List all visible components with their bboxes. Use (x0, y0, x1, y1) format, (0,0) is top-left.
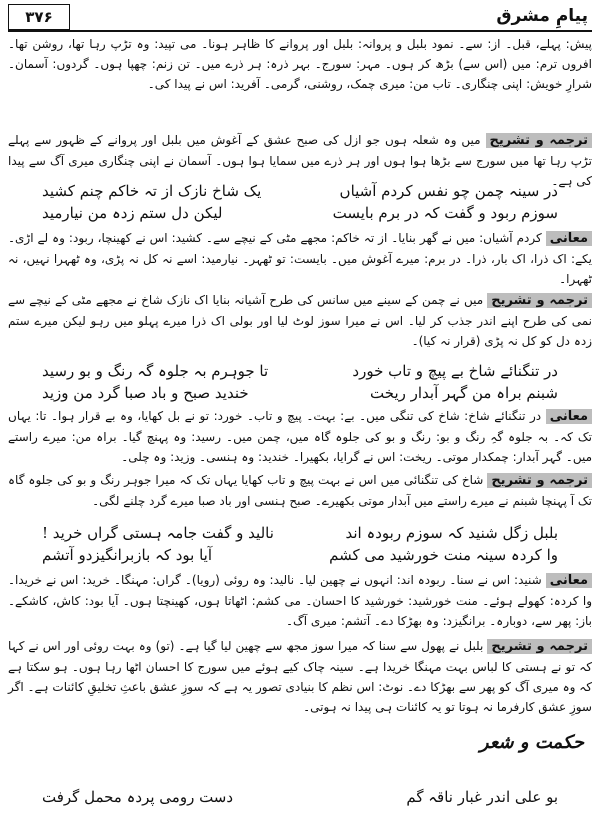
hemistich: بو علی اندر غبار ناقہ گم (406, 788, 558, 806)
glossary-block (8, 34, 592, 94)
running-title: پیامِ مشرق (496, 6, 588, 26)
page-number: ۳۷۶ (8, 4, 70, 30)
translation-text: شاخ کی تنگنائی میں اس نے بہت پیچ و تاب کھایا یہاں تک کہ میرا جوہر رنگ و بو کی جلوہ گاہ تک آ پہنچا شبنم نے میرے راستے میں آبدار موتی بکھیرے۔ صبح ہنسی اور باد صبا میرے گرد چلنے لگی۔ (8, 473, 592, 508)
meanings-block (8, 570, 592, 631)
hemistich: دست رومی پردہ محمل گرفت (42, 788, 234, 806)
verse-block (8, 360, 592, 404)
section-label: ترجمہ و تشریح (486, 133, 592, 148)
section-label: ترجمہ و تشریح (487, 639, 592, 654)
verse-block (8, 180, 592, 224)
final-verse (8, 786, 592, 808)
section-label: ترجمہ و تشریح (487, 473, 592, 488)
hemistich: لیکن دل ستم زدہ من نیارمید (42, 204, 223, 222)
meanings-text: کردم آشیاں: میں نے گھر بنایا۔ از تہ خاکم: مجھے مٹی کے نیچے سے۔ کشید: اس نے کھینچا، ربود: وہ لے اڑی۔ یکے: اک ذرا، اک بار، ذرا۔ در برم: میرے آغوش میں۔ بایست: تو ٹھہر۔ نیارمید: اسے نہ کل نہ پڑی، وہ ٹھہرا نہیں، نہ ٹھہرا۔ (8, 231, 592, 286)
glossary-text: پیش: پہلے، قبل۔ از: سے۔ نمود بلبل و پروانہ: بلبل اور پروانے کا ظاہر ہونا۔ می تپید: وہ تڑپ رہا تھا، روشن تھا۔ افروں ترم: میں (اس سے) بڑھ کر ہوں۔ مہر: سورج۔ بہر ذرہ: ہر ذرے میں۔ تن زنم: چھپا ہوں۔ گردوں: آسمان۔ شرارِ خویش: اپنی چنگاری۔ تاب من: میری چمک، روشنی، گرمی۔ آفرید: اس نے پیدا کی۔ (8, 37, 592, 91)
section-heading: حکمت و شعر (479, 732, 584, 753)
translation-text: بلبل نے پھول سے سنا کہ میرا سوز مجھ سے چھین لیا گیا ہے۔ (تو) وہ بہت روئی اور اس نے کہا کہ تو نے ہستی کا لباس بہت مہنگا خریدا ہے۔ سینہ چاک کیے ہوئے میں سورج کا احسان اٹھا رہا ہوں۔ ہو سکتا ہے کہ وہ میری آگ کو پھر سے بھڑکا دے۔ نوٹ: اس نظم کا بنیادی تصور یہ ہے کہ سوزِ عشق باعثِ تخلیقِ کائنات ہے۔ اگر سوزِ عشق کارفرما نہ ہوتا تو یہ کائنات ہی پیدا نہ ہوتی۔ (8, 639, 592, 714)
hemistich: شبنم براہ من گہر آبدار ریخت (370, 384, 558, 402)
meanings-text: شنید: اس نے سنا۔ ربودہ اند: انہوں نے چھین لیا۔ نالید: وہ روئی (رویا)۔ گراں: مہنگا۔ خرید: اس نے خریدا۔ وا کردہ: کھولے ہوئے۔ منت خورشید: خورشید کا احسان۔ می کشم: اٹھاتا ہوں، کھینچتا ہوں۔ آیا بود: کاش، کاشکے۔ باز: پھر سے، دوبارہ۔ برانگیزد: وہ بھڑکا دے۔ آتشم: میری آگ۔ (8, 573, 592, 628)
section-label: ترجمہ و تشریح (487, 293, 592, 308)
hemistich: تا جوہرم بہ جلوہ گہ رنگ و بو رسید (42, 362, 269, 380)
verse-line (8, 180, 592, 202)
translation-text: میں نے چمن کے سینے میں سانس کی طرح آشیانہ بنایا اک نازک شاخ نے مجھے مٹی کے نیچے سے نمی کی طرح اپنے اندر جذب کر لیا۔ اس نے میرا سوز لوٹ لیا اور بولی اک ذرا میرے پہلو میں رہو لیکن میرے ستم زدہ دل کو کل نہ پڑی (قرار نہ کیا)۔ (8, 293, 592, 348)
translation-block (8, 470, 592, 511)
meanings-block (8, 406, 592, 467)
verse-line (8, 522, 592, 544)
translation-block (8, 636, 592, 717)
hemistich: در سینہ چمن چو نفس کردم آشیاں (339, 182, 558, 200)
hemistich: آیا بود کہ بازبرانگیزدو آتشم (42, 546, 213, 564)
meanings-block (8, 228, 592, 289)
book-page (8, 4, 592, 827)
hemistich: سوزم ربود و گفت کہ در برم بایست (332, 204, 558, 222)
verse-line (8, 786, 592, 808)
verse-block (8, 522, 592, 566)
hemistich: در تنگنائے شاخ بے پیچ و تاب خورد (352, 362, 558, 380)
hemistich: بلبل زگل شنید کہ سوزم ربودہ اند (345, 524, 558, 542)
section-label: معانی (546, 231, 592, 246)
page-header (8, 4, 592, 32)
section-label: معانی (546, 409, 592, 424)
verse-line (8, 202, 592, 224)
hemistich: خندید صبح و باد صبا گرد من وزید (42, 384, 249, 402)
verse-line (8, 544, 592, 566)
hemistich: یک شاخ نازک از تہ خاکم چنم کشید (42, 182, 262, 200)
verse-line (8, 360, 592, 382)
meanings-text: در تنگنائے شاخ: شاخ کی تنگی میں۔ بے: بہت۔ پیچ و تاب۔ خورد: تو نے بل کھایا، وہ بے قرار ہوا۔ تا: یہاں تک کہ۔ بہ جلوہ گہِ رنگ و بو: رنگ و بو کی جلوہ گاہ میں، چمن میں۔ رسید: وہ پہنچ گیا۔ براہ من: میرے راستے میں۔ گہر آبدار: چمکدار موتی۔ ریخت: اس نے گرایا، بکھیرا۔ خندید: وہ ہنسی۔ وزید: وہ چلی۔ (8, 409, 592, 464)
verse-line (8, 382, 592, 404)
translation-block (8, 290, 592, 351)
hemistich: نالید و گفت جامہ ہستی گراں خرید ! (42, 524, 274, 542)
section-label: معانی (546, 573, 592, 588)
hemistich: وا کردہ سینہ منت خورشید می کشم (329, 546, 558, 564)
translation-text: میں وہ شعلہ ہوں جو ازل کی صبح عشق کے آغوش میں بلبل اور پروانے کے ظہور سے پہلے تڑپ رہا تھا میں سورج سے بڑھا ہوا ہوں اور ہر ذرے میں سمایا ہوا ہوں۔ آسمان نے اپنی چنگاری میری آگ سے پیدا کی ہے۔ (8, 133, 592, 188)
